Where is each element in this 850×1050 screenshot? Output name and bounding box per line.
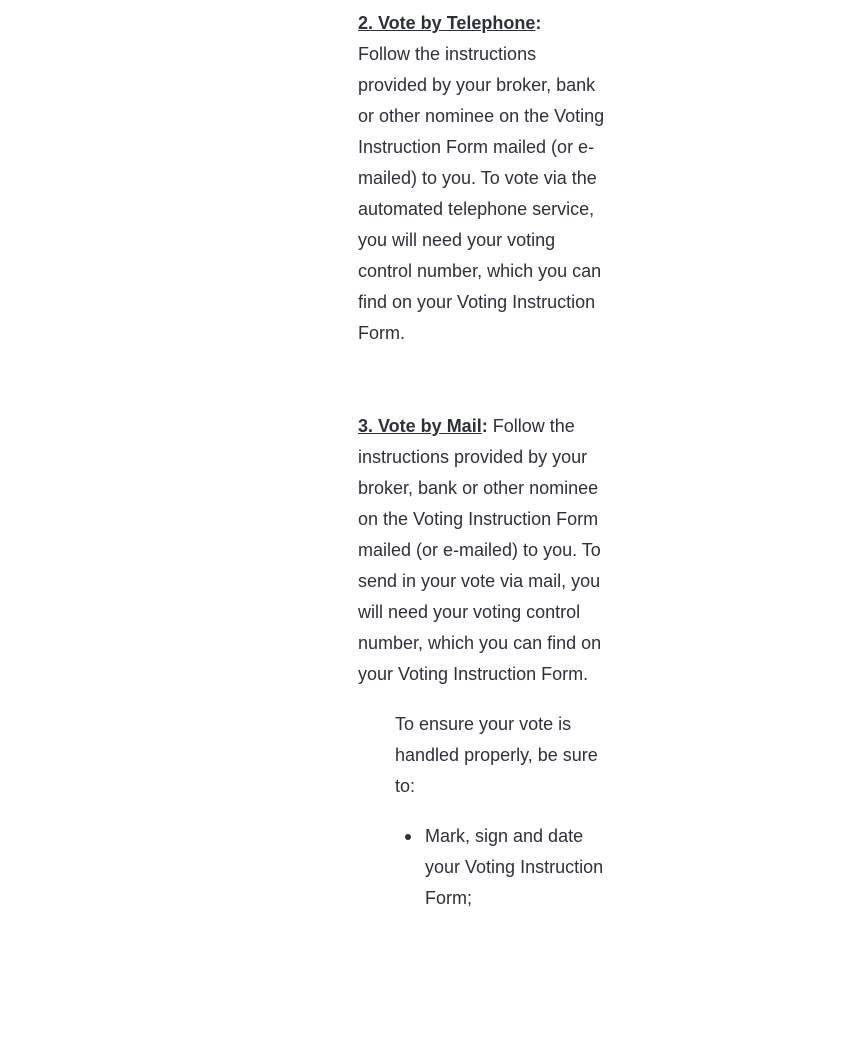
telephone-section	[358, 8, 608, 349]
mail-section	[358, 411, 608, 690]
mail-colon: :	[481, 416, 488, 436]
mail-body: Follow the instructions provided by your broker, bank or other nominee on the Voting Instruction Form mailed (or e-mailed) to you. To send in your vote via mail, you will need your voting control number, which you can find on your Voting Instruction Form.	[358, 416, 602, 684]
ensure-intro: To ensure your vote is handled properly, be sure to:	[395, 714, 598, 796]
telephone-colon: :	[535, 13, 542, 33]
telephone-body: Follow the instructions provided by your broker, bank or other nominee on the Voting Instruction Form mailed (or e-mailed) to you. To vote via the automated telephone service, you will need your voting control number, which you can find on your Voting Instruction Form.	[358, 44, 605, 343]
bullet-icon	[405, 834, 411, 840]
vote-by-telephone-link[interactable]: 2. Vote by Telephone	[358, 13, 536, 33]
ensure-list	[395, 821, 605, 914]
content-column	[358, 8, 608, 914]
vote-by-mail-link[interactable]: 3. Vote by Mail	[358, 416, 482, 436]
list-item-text: Mark, sign and date your Voting Instruction Form;	[425, 826, 604, 908]
list-item	[395, 821, 605, 914]
